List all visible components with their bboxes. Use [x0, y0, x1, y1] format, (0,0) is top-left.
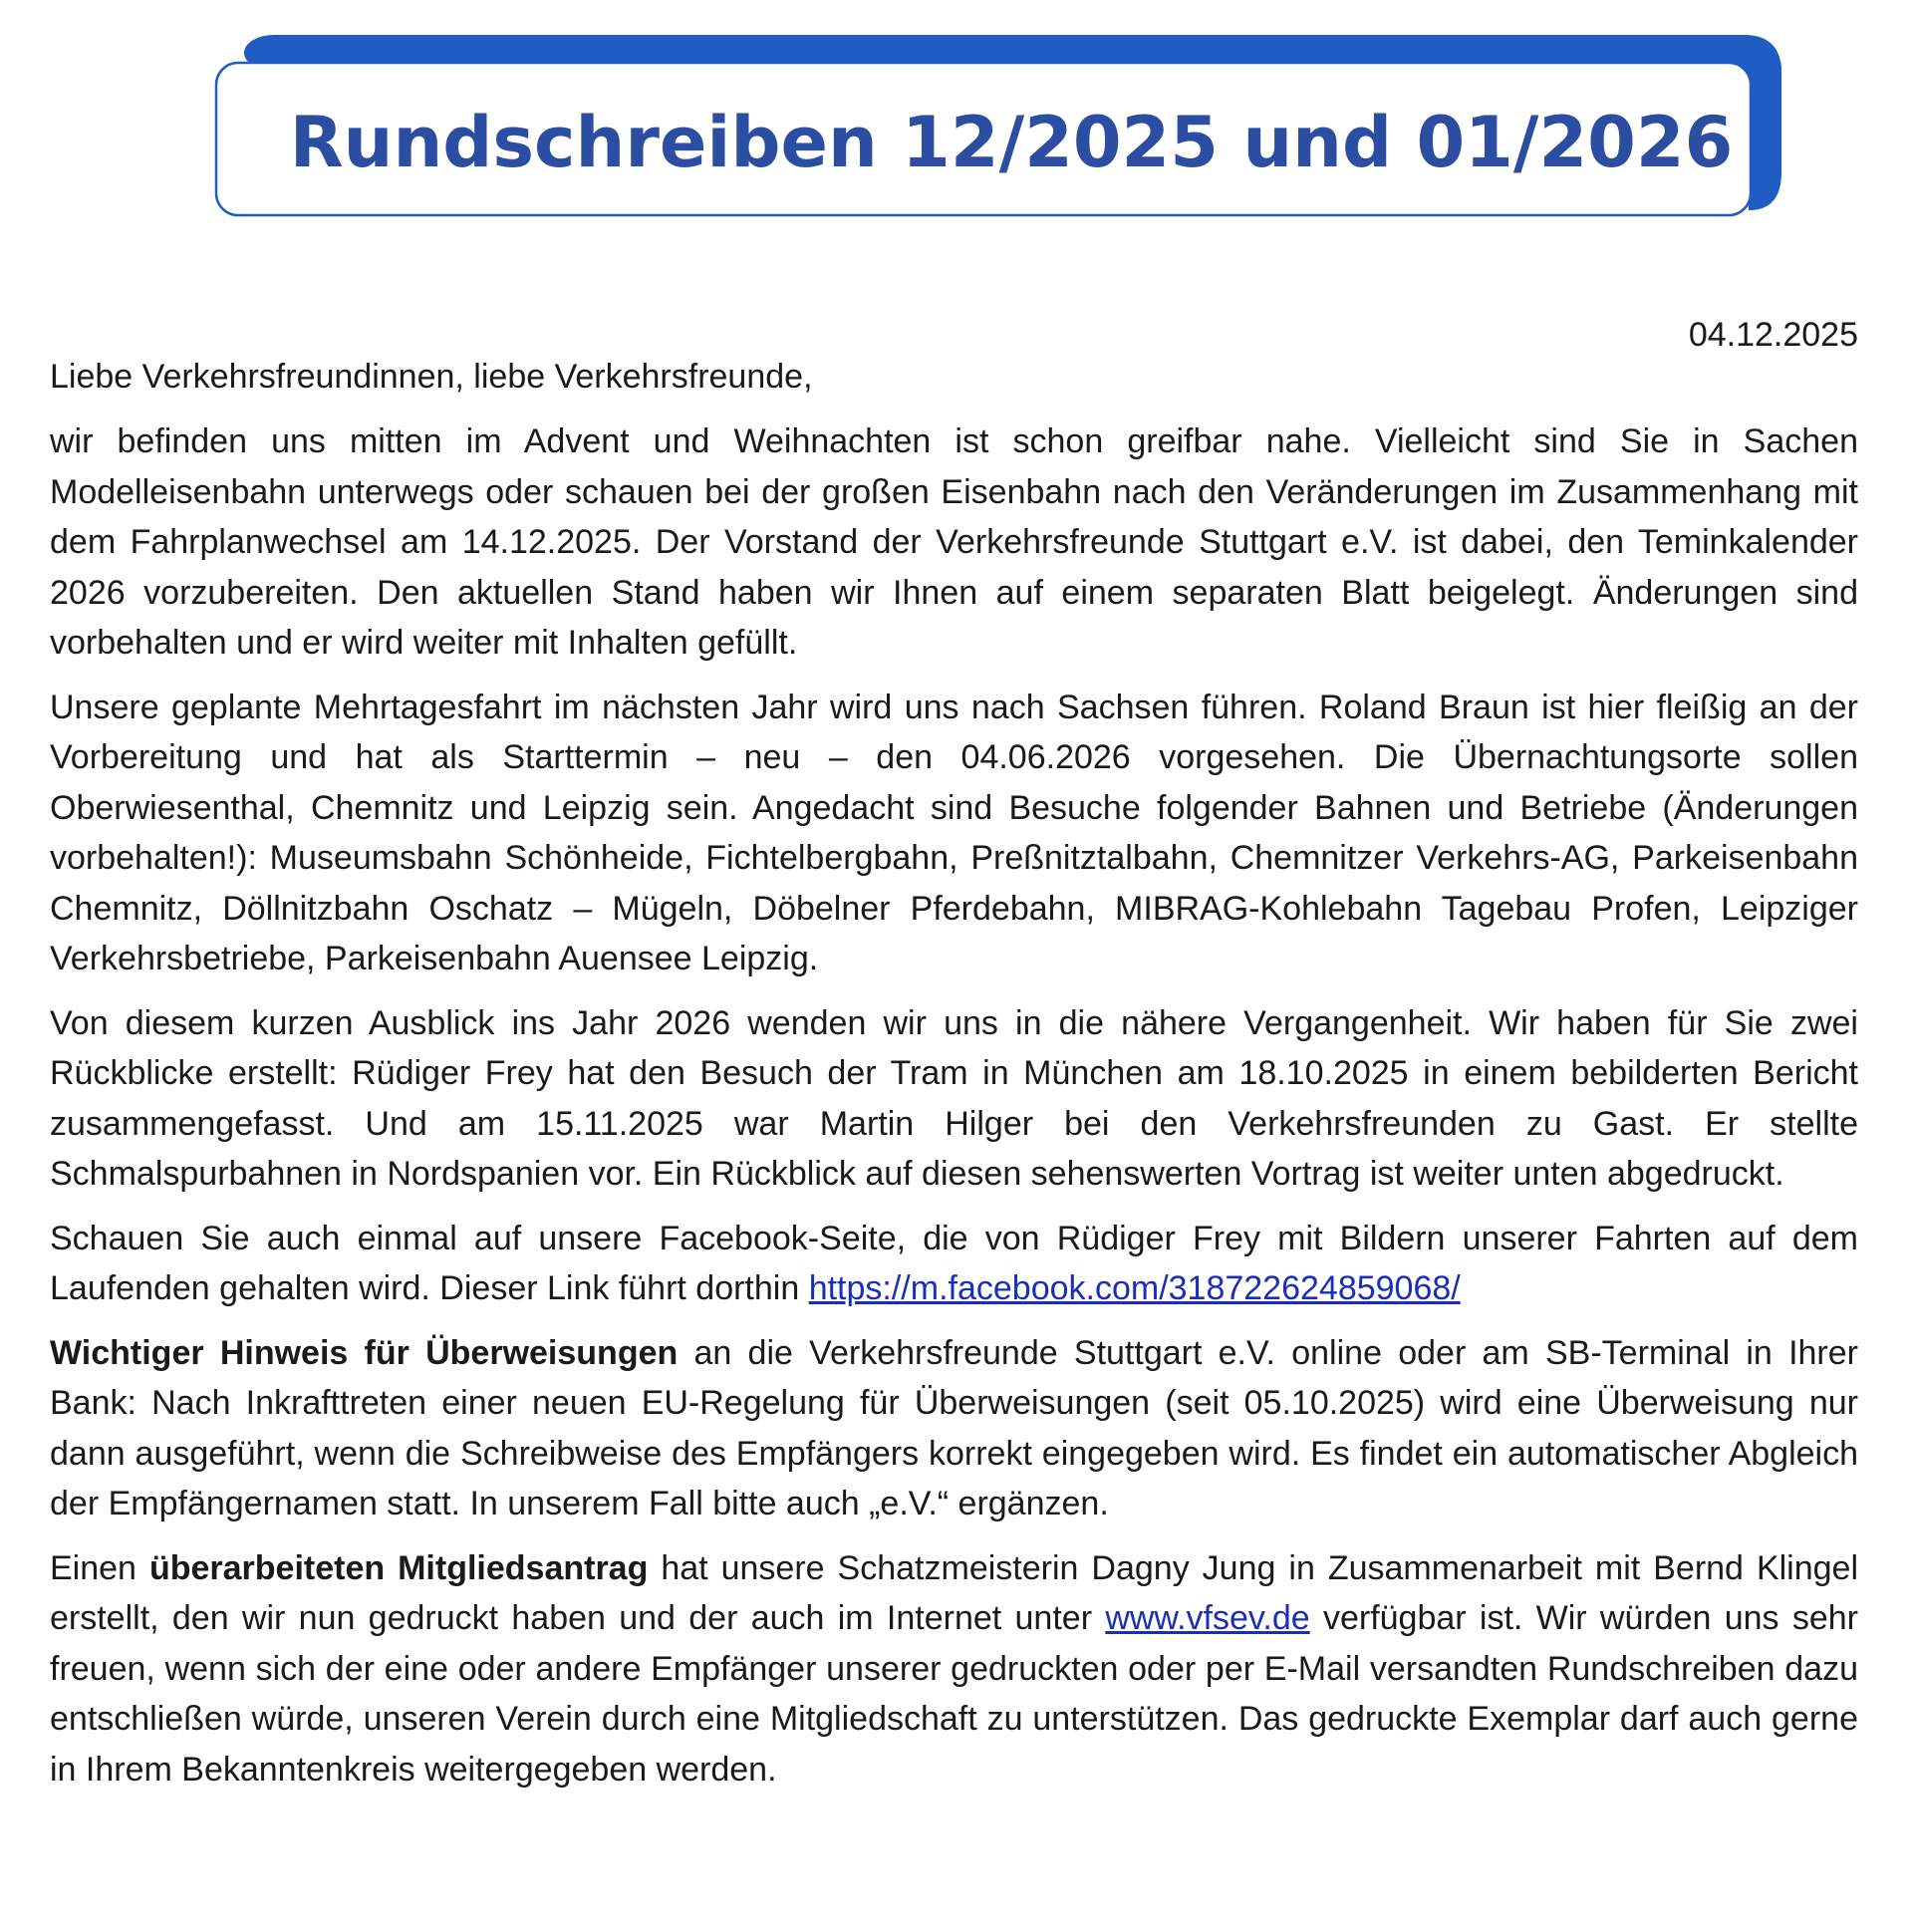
- mitgliedsantrag-mid: hat unsere Schatzmeisterin Dagny Jung in Zusammenarbeit mit Bernd Klingel erstellt, den wir nun gedruckt haben und der auch im Internet unter: [50, 1548, 1859, 1637]
- paragraph-mitgliedsantrag: [50, 1543, 1858, 1795]
- mitgliedsantrag-bold: überarbeiteten Mitgliedsantrag: [148, 1548, 649, 1587]
- letter-salutation: Liebe Verkehrsfreundinnen, liebe Verkehrsfreunde,: [50, 358, 813, 396]
- paragraph-facebook: [50, 1214, 1858, 1314]
- paragraph-mehrtagesfahrt: Unsere geplante Mehrtagesfahrt im nächsten Jahr wird uns nach Sachsen führen. Roland Braun ist hier fleißig an der Vorbereitung und hat als Starttermin – neu – den 04.06.2026 vorgesehen. Die Übernachtungsorte sollen Oberwiesenthal, Chemnitz und Leipzig sein. Angedacht sind Besuche folgender Bahnen und Betriebe (Änderungen vorbehalten!): Museumsbahn Schönheide, Fichtelbergbahn, Preßnitztalbahn, Chemnitzer Verkehrs-AG, Parkeisenbahn Chemnitz, Döllnitzbahn Oschatz – Mügeln, Döbelner Pferdebahn, MIBRAG-Kohlebahn Tagebau Profen, Leipziger Verkehrsbetriebe, Parkeisenbahn Auensee Leipzig.: [50, 688, 1858, 977]
- paragraph-facebook-text: Schauen Sie auch einmal auf unsere Facebook-Seite, die von Rüdiger Frey mit Bildern unserer Fahrten auf dem Laufenden gehalten wird. Dieser Link führt dorthin: [50, 1219, 1858, 1307]
- title-banner: [214, 33, 1783, 219]
- facebook-link[interactable]: https://m.facebook.com/318722624859068/: [808, 1269, 1461, 1307]
- ueberweisungen-heading: Wichtiger Hinweis für Überweisungen: [50, 1333, 679, 1372]
- page-title: Rundschreiben 12/2025 und 01/2026: [289, 102, 1734, 183]
- paragraph-ueberweisungen-text: an die Verkehrsfreunde Stuttgart e.V. online oder am SB-Terminal in Ihrer Bank: Nach Inkrafttreten einer neuen EU-Regelung für Überweisungen (seit 05.10.2025) wird eine Überweisung nur dann ausgeführt, wenn die Schreibweise des Empfängers korrekt eingegeben wird. Es findet ein automatischer Abgleich der Empfängernamen statt. In unserem Fall bitte auch „e.V.“ ergänzen.: [50, 1333, 1858, 1522]
- paragraph-ueberweisungen: [50, 1328, 1858, 1529]
- paragraph-rueckblicke: Von diesem kurzen Ausblick ins Jahr 2026 wenden wir uns in die nähere Vergangenheit. Wir haben für Sie zwei Rückblicke erstellt: Rüdiger Frey hat den Besuch der Tram in München am 18.10.2025 in einem bebilderten Bericht zusammengefasst. Und am 15.11.2025 war Martin Hilger bei den Verkehrsfreunden zu Gast. Er stellte Schmalspurbahnen in Nordspanien vor. Ein Rückblick auf diesen sehenswerten Vortrag ist weiter unten abgedruckt.: [50, 1003, 1858, 1193]
- mitgliedsantrag-pre: Einen: [50, 1548, 149, 1587]
- mitgliedsantrag-post: verfügbar ist. Wir würden uns sehr freuen, wenn sich der eine oder andere Empfänger unserer gedruckten oder per E-Mail versandten Rundschreiben dazu entschließen würde, unseren Verein durch eine Mitgliedschaft zu unterstützen. Das gedruckte Exemplar darf auch gerne in Ihrem Bekanntenkreis weitergegeben werden.: [50, 1599, 1858, 1789]
- letter-date: 04.12.2025: [1688, 316, 1858, 354]
- vfsev-website-link[interactable]: www.vfsev.de: [1105, 1599, 1310, 1637]
- letter-body: [50, 309, 1858, 1808]
- paragraph-advent: wir befinden uns mitten im Advent und Weihnachten ist schon greifbar nahe. Vielleicht sind Sie in Sachen Modelleisenbahn unterwegs oder schauen bei der großen Eisenbahn nach den Veränderungen im Zusammenhang mit dem Fahrplanwechsel am 14.12.2025. Der Vorstand der Verkehrsfreunde Stuttgart e.V. ist dabei, den Teminkalender 2026 vorzubereiten. Den aktuellen Stand haben wir Ihnen auf einem separaten Blatt beigelegt. Änderungen sind vorbehalten und er wird weiter mit Inhalten gefüllt.: [50, 422, 1858, 662]
